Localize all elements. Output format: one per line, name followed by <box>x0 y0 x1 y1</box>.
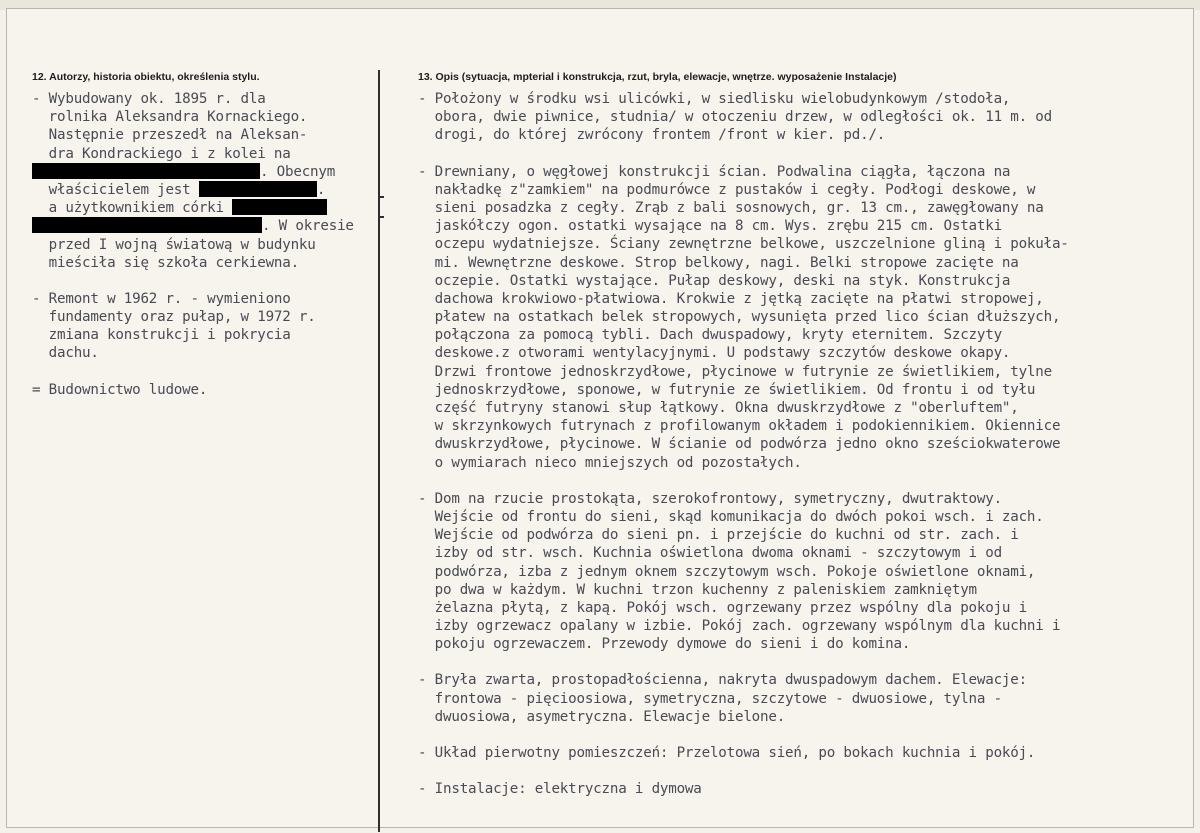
text-line: mi. Wewnętrzne deskowe. Strop belkowy, nagi. Belki stropowe zacięte na <box>418 254 1019 271</box>
text-line: sieni posadzka z cegły. Zrąb z bali sosnowych, gr. 13 cm., zawęgłowany na <box>418 199 1044 216</box>
text-line: obora, dwie piwnice, studnia/ w otoczeniu drzew, w odległości ok. 11 m. od <box>418 109 1052 126</box>
paragraph <box>418 490 1188 654</box>
text-line: frontowa - pięcioosiowa, symetryczna, szczytowe - dwuosiowe, tylna - <box>418 690 1002 707</box>
paragraph <box>32 90 377 272</box>
text-line: nakładkę z"zamkiem" na podmurówce z pustaków i cegły. Podłogi deskowe, w <box>418 181 1036 198</box>
text-line: - Bryła zwarta, prostopadłościenna, nakryta dwuspadowym dachem. Elewacje: <box>418 672 1027 689</box>
text-line: dwuosiowa, asymetryczna. Elewacje bielone. <box>418 708 786 725</box>
divider-tick <box>380 196 384 198</box>
text-line: Następnie przeszedł na Aleksan- <box>32 127 308 144</box>
paragraph <box>418 90 1188 145</box>
text-line: o wymiarach nieco mniejszych od pozostałych. <box>418 454 802 471</box>
divider-tick <box>380 216 384 218</box>
text-line: . W okresie <box>32 217 377 235</box>
section-13-heading: 13. Opis (sytuacja, mpterial i konstrukcja, rzut, bryla, elewacje, wnętrze. wyposażenie Instalacje) <box>418 71 897 83</box>
text-line: - Drewniany, o węgłowej konstrukcji ścian. Podwalina ciągła, łączona na <box>418 163 1011 180</box>
text-line: rolnika Aleksandra Kornackiego. <box>32 109 308 126</box>
text-line: dra Kondrackiego i z kolei na <box>32 145 291 162</box>
text-line: drogi, do której zwrócony frontem /front w kier. pd./. <box>418 127 886 144</box>
text-line: - Położony w środku wsi ulicówki, w siedlisku wielobudynkowym /stodoła, <box>418 91 1011 107</box>
text-line: dachowa krokwiowo-płatwiowa. Krokwie z jętką zacięte na płatwi stropowej, <box>418 290 1044 307</box>
text-line: dwuskrzydłowe, płycinowe. W ścianie od podwórza jedno okno sześciokwaterowe <box>418 436 1061 453</box>
paragraph <box>418 744 1188 762</box>
text-line: - Wybudowany ok. 1895 r. dla <box>32 91 266 107</box>
text-line: oczepie. Ostatki wystające. Pułap deskowy, deski na styk. Konstrukcja <box>418 272 1011 289</box>
text-line: - Remont w 1962 r. - wymieniono <box>32 290 291 307</box>
text-line: - Układ pierwotny pomieszczeń: Przelotowa sień, po bokach kuchnia i pokój. <box>418 745 1036 761</box>
text-line: a użytkownikiem córki <box>32 199 377 217</box>
text-line: oczepu wydatniejsze. Ściany zewnętrzne belkowe, uszczelnione gliną i pokuła- <box>418 236 1069 253</box>
paragraph <box>32 381 377 399</box>
text-line: . Obecnym <box>32 163 377 181</box>
paragraph <box>418 163 1188 472</box>
paragraph <box>32 290 377 363</box>
section-12-heading: 12. Autorzy, historia obiektu, określenia stylu. <box>32 71 260 83</box>
text-line: żelazna płytą, z kapą. Pokój wsch. ogrzewany przez wspólny dla pokoju i <box>418 599 1027 616</box>
text-line: jaskółczy ogon. ostatki wysające na 8 cm. Wys. zrębu 215 cm. Ostatki <box>418 218 1002 235</box>
redaction-bar <box>32 163 260 179</box>
description-column <box>418 90 1188 816</box>
text-line: dachu. <box>32 345 99 362</box>
text-line: jednoskrzydłowe, sponowe, w futrynie ze świetlikiem. Od frontu i od tyłu <box>418 381 1036 398</box>
text-line: właścicielem jest . <box>32 181 326 198</box>
text-line: w skrzynkowych futrynach z profilowanym okładem i podokiennikiem. Okiennice <box>418 418 1061 435</box>
text-line: - Dom na rzucie prostokąta, szerokofrontowy, symetryczny, dwutraktowy. <box>418 490 1002 507</box>
text-line: izby od str. wsch. Kuchnia oświetlona dwoma oknami - szczytowym i od <box>418 545 1002 562</box>
paragraph <box>418 780 1188 798</box>
text-line: izby ogrzewacz opalany w izbie. Pokój zach. ogrzewany wspólnym dla kuchni i <box>418 618 1061 635</box>
redaction-bar <box>232 199 327 215</box>
authors-history-column <box>32 90 377 417</box>
text-line: Wejście od podwórza do sieni pn. i przejście do kuchni od str. zach. i <box>418 527 1019 544</box>
text-line: = Budownictwo ludowe. <box>32 381 208 398</box>
text-line: przed I wojną światową w budynku <box>32 236 316 253</box>
text-line: deskowe.z otworami wentylacyjnymi. U podstawy szczytów deskowe okapy. <box>418 345 1011 362</box>
text-line: fundamenty oraz pułap, w 1972 r. <box>32 309 316 326</box>
text-line: pokoju ogrzewaczem. Przewody dymowe do sieni i do komina. <box>418 636 911 653</box>
text-line: - Instalacje: elektryczna i dymowa <box>418 781 702 798</box>
redaction-bar <box>199 181 317 197</box>
text-line: zmiana konstrukcji i pokrycia <box>32 327 291 344</box>
text-line: po dwa w każdym. W kuchni trzon kuchenny z paleniskiem zamkniętym <box>418 581 977 598</box>
text-line: mieściła się szkoła cerkiewna. <box>32 254 299 271</box>
text-line: połączona za pomocą tybli. Dach dwuspadowy, kryty eternitem. Szczyty <box>418 327 1002 344</box>
column-divider <box>378 70 380 832</box>
redaction-bar <box>32 217 262 233</box>
text-line: płatew na ostatkach belek stropowych, wysunięta przed lico ścian dłuższych, <box>418 309 1061 326</box>
text-line: Drzwi frontowe jednoskrzydłowe, płycinowe w futrynie ze świetlikiem, tylne <box>418 363 1052 380</box>
text-line: podwórza, izba z jednym oknem szczytowym wsch. Pokoje oświetlone oknami, <box>418 563 1036 580</box>
paragraph <box>418 671 1188 726</box>
text-line: część futryny stanowi słup łątkowy. Okna dwuskrzydłowe z "oberluftem", <box>418 400 1019 416</box>
text-line: Wejście od frontu do sieni, skąd komunikacja do dwóch pokoi wsch. i zach. <box>418 508 1044 525</box>
